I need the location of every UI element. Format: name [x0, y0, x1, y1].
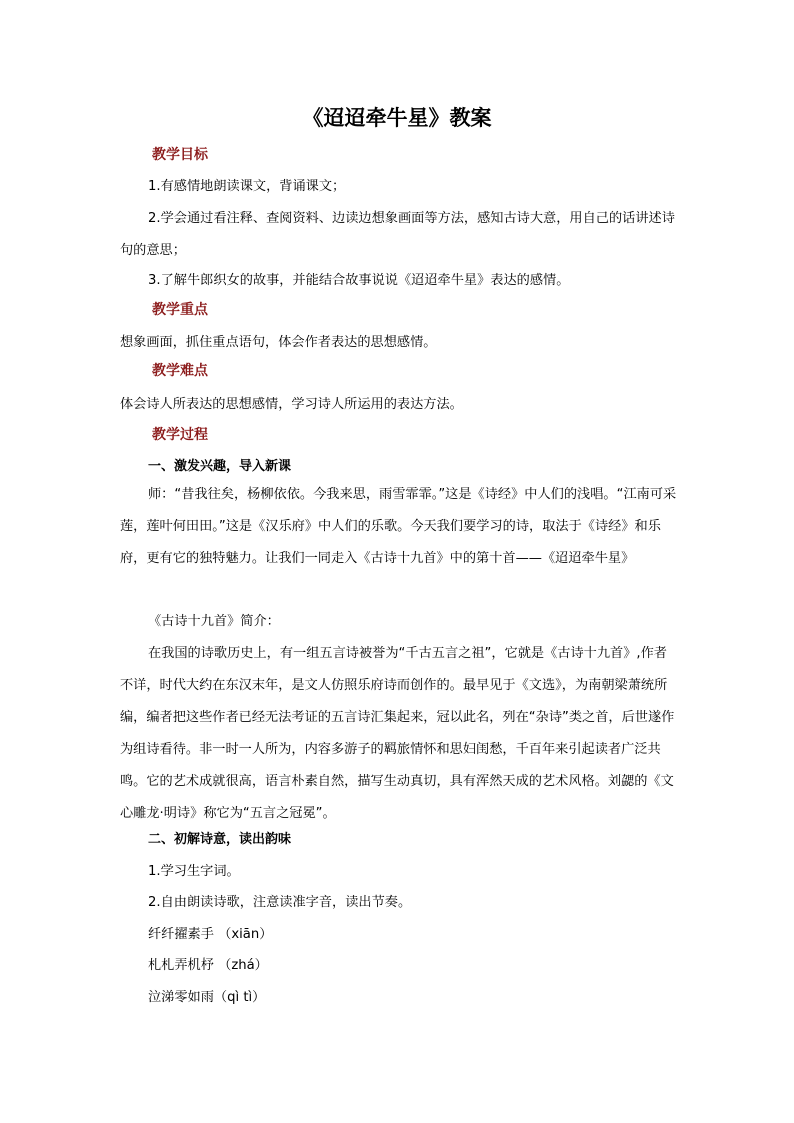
heading-part1: 一、激发兴趣，导入新课 — [148, 459, 292, 474]
heading-difficulties: 教学难点 — [152, 363, 208, 379]
vocab-item-3: 泣涕零如雨（qì tì） — [148, 990, 266, 1005]
page-title: 《迢迢牵牛星》教案 — [302, 105, 492, 130]
heading-process: 教学过程 — [152, 427, 208, 443]
goal-item-1: 1.有感情地朗读课文，背诵课文； — [148, 179, 346, 194]
vocab-item-1: 纤纤擢素手 （xiān） — [148, 927, 273, 942]
intro-label: 《古诗十九首》简介： — [148, 614, 280, 629]
key-points-text: 想象画面，抓住重点语句，体会作者表达的思想感情。 — [120, 335, 437, 350]
heading-part2: 二、初解诗意，读出韵味 — [148, 832, 292, 847]
heading-goals: 教学目标 — [152, 147, 208, 163]
goal-item-3: 3.了解牛郎织女的故事，并能结合故事说说《迢迢牵牛星》表达的感情。 — [148, 273, 570, 288]
part2-item-1: 1.学习生字词。 — [148, 864, 240, 879]
goal-item-2: 2.学会通过看注释、查阅资料、边读边想象画面等方法，感知古诗大意，用自己的话讲述诗句的意思； — [120, 211, 675, 258]
heading-key-points: 教学重点 — [152, 302, 208, 318]
part2-item-2: 2.自由朗读诗歌，注意读准字音，读出节奏。 — [148, 895, 412, 910]
difficulties-text: 体会诗人所表达的思想感情，学习诗人所运用的表达方法。 — [120, 397, 463, 412]
vocab-item-2: 札札弄机杼 （zhá） — [148, 958, 268, 973]
part1-paragraph-2: 在我国的诗歌历史上，有一组五言诗被誉为“千古五言之祖”，它就是《古诗十九首》,作者不详，时代大约在东汉末年，是文人仿照乐府诗而创作的。最早见于《文选》，为南朝梁萧统所编，编者把这些作者已经无法考证的五言诗汇集起来，冠以此名，列在“杂诗”类之首，后世遂作为组诗看待。非一时一人所为，内容多游子的羁旅情怀和思妇闺愁，千百年来引起读者广泛共鸣。它的艺术成就很高，语言朴素自然，描写生动真切，具有浑然天成的艺术风格。刘勰的《文心雕龙·明诗》称它为“五言之冠冕”。 — [120, 646, 675, 821]
part1-paragraph-1: 师：“昔我往矣，杨柳依依。今我来思，雨雪霏霏。”这是《诗经》中人们的浅唱。“江南可采莲，莲叶何田田。”这是《汉乐府》中人们的乐歌。今天我们要学习的诗，取法于《诗经》和乐府，更有它的独特魅力。让我们一同走入《古诗十九首》中的第十首——《迢迢牵牛星》 — [120, 487, 677, 566]
